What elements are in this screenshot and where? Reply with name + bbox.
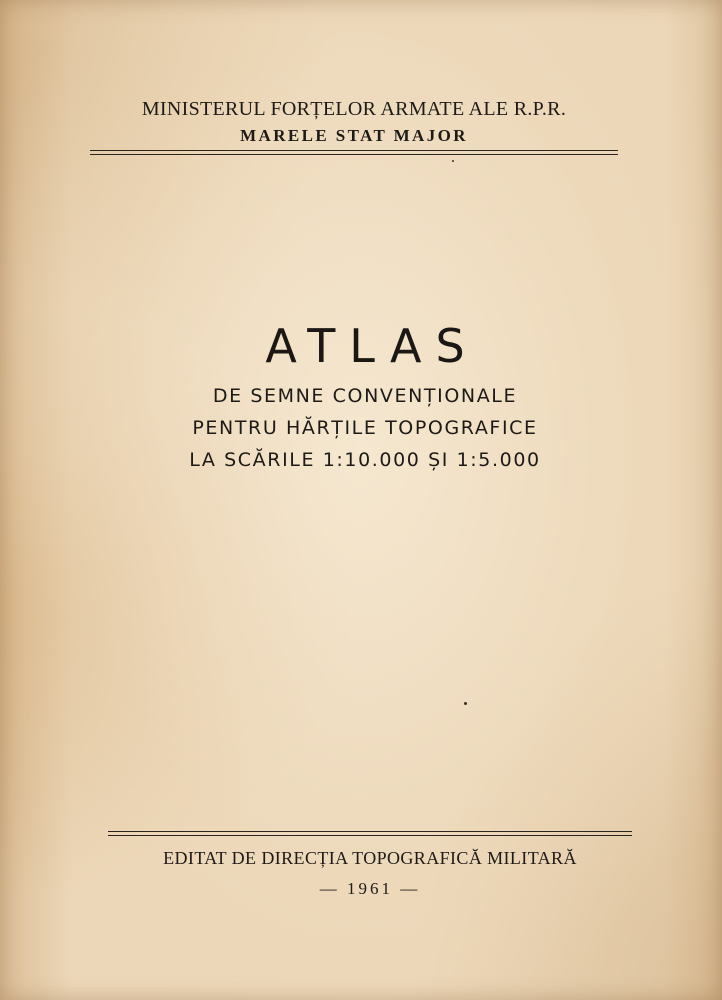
footer-rule (108, 831, 632, 836)
ministry-name: MINISTERUL FORȚELOR ARMATE ALE R.P.R. (141, 98, 567, 120)
subtitle-line: PENTRU HĂRȚILE TOPOGRAFICE (192, 417, 538, 439)
subtitle-line: LA SCĂRILE 1:10.000 ȘI 1:5.000 (189, 449, 541, 471)
paper-speck (464, 702, 467, 705)
staff-name: MARELE STAT MAJOR (240, 126, 468, 145)
publisher-name: EDITAT DE DIRECȚIA TOPOGRAFICĂ MILITARĂ (163, 848, 577, 868)
publication-year: — 1961 — (319, 879, 421, 898)
cover-header (90, 96, 618, 148)
paper-speck (452, 160, 454, 162)
cover-footer (100, 846, 640, 902)
subtitle-line: DE SEMNE CONVENȚIONALE (212, 385, 518, 407)
cover-title (150, 318, 580, 476)
header-rule (90, 150, 618, 155)
title-main: ATLAS (265, 319, 479, 373)
